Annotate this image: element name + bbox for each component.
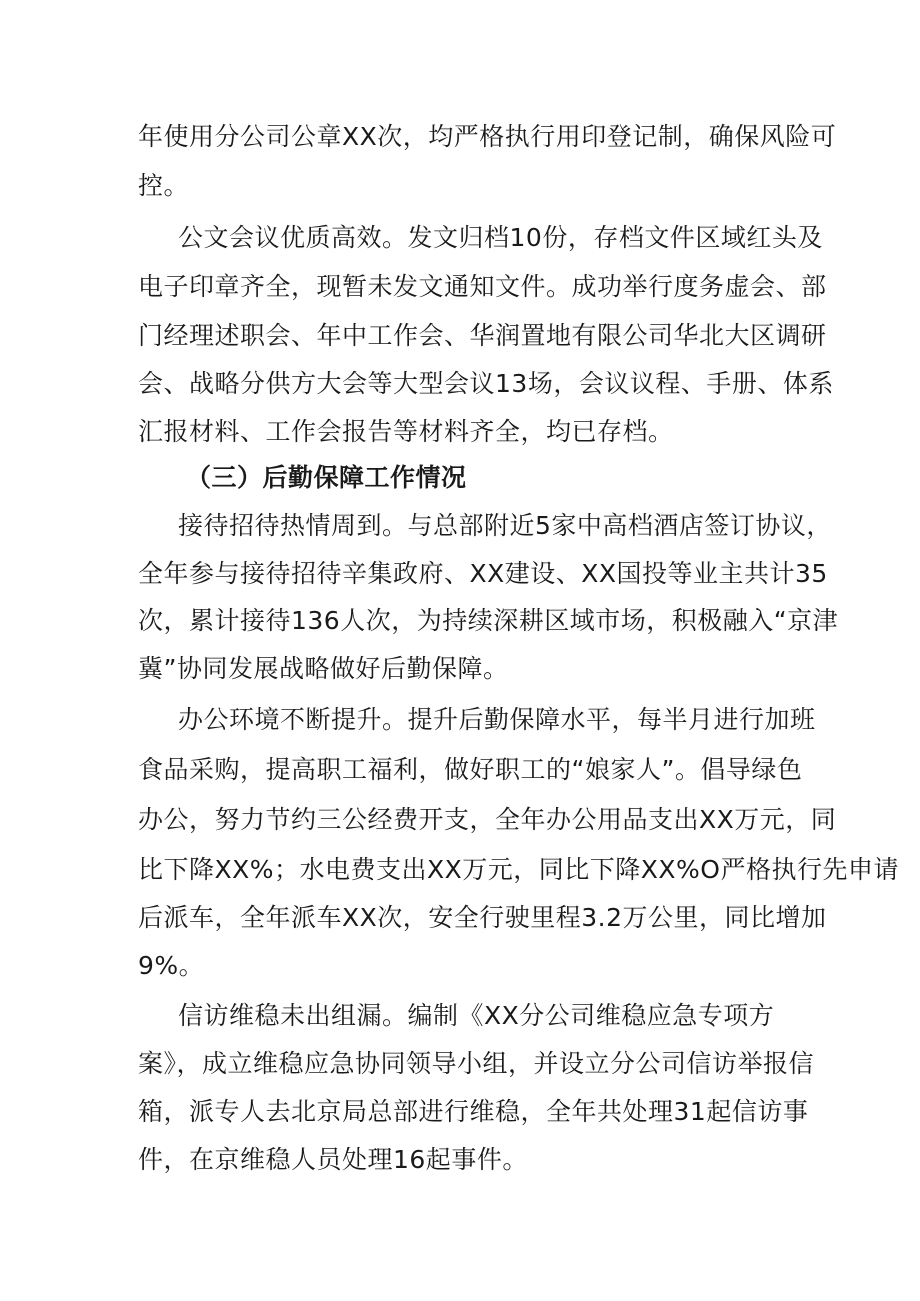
paragraph-5-line-2: 案》，成立维稳应急协同领导小组，并设立分公司信访举报信 <box>138 1049 815 1078</box>
paragraph-3-line-4: 冀”协同发展战略做好后勤保障。 <box>138 654 509 683</box>
paragraph-2-line-3: 门经理述职会、年中工作会、华润置地有限公司华北大区调研 <box>138 321 827 350</box>
paragraph-1-line-2: 控。 <box>138 171 190 200</box>
section-heading: （三）后勤保障工作情况 <box>186 463 467 492</box>
paragraph-4-line-3: 办公，努力节约三公经费开支，全年办公用品支出XX万元，同 <box>138 805 837 834</box>
paragraph-4-line-6: 9%。 <box>138 951 205 980</box>
paragraph-1-line-1: 年使用分公司公章XX次，均严格执行用印登记制，确保风险可 <box>138 122 837 151</box>
paragraph-4-line-4: 比下降XX%；水电费支出XX万元，同比下降XX%O严格执行先申请 <box>138 855 899 884</box>
paragraph-4-line-1: 办公环境不断提升。提升后勤保障水平，每半月进行加班 <box>178 705 816 734</box>
paragraph-2-line-2: 电子印章齐全，现暂未发文通知文件。成功举行度务虚会、部 <box>138 272 827 301</box>
paragraph-5-line-1: 信访维稳未出组漏。编制《XX分公司维稳应急专项方 <box>178 1001 775 1030</box>
paragraph-4-line-5: 后派车，全年派车XX次，安全行驶里程3.2万公里，同比增加 <box>138 903 827 932</box>
paragraph-3-line-3: 次，累计接待136人次，为持续深耕区域市场，积极融入“京津 <box>138 606 839 635</box>
paragraph-3-line-2: 全年参与接待招待辛集政府、XX建设、XX国投等业主共计35 <box>138 559 828 588</box>
paragraph-5-line-3: 箱，派专人去北京局总部进行维稳，全年共处理31起信访事 <box>138 1097 809 1126</box>
paragraph-4-line-2: 食品采购，提高职工福利，做好职工的“娘家人”。倡导绿色 <box>138 755 803 784</box>
paragraph-5-line-4: 件，在京维稳人员处理16起事件。 <box>138 1145 528 1174</box>
paragraph-2-line-4: 会、战略分供方大会等大型会议13场，会议议程、手册、体系 <box>138 369 834 398</box>
paragraph-2-line-5: 汇报材料、工作会报告等材料齐全，均已存档。 <box>138 417 674 446</box>
paragraph-3-line-1: 接待招待热情周到。与总部附近5家中高档酒店签订协议， <box>178 511 832 540</box>
paragraph-2-line-1: 公文会议优质高效。发文归档10份，存档文件区域红头及 <box>178 223 823 252</box>
